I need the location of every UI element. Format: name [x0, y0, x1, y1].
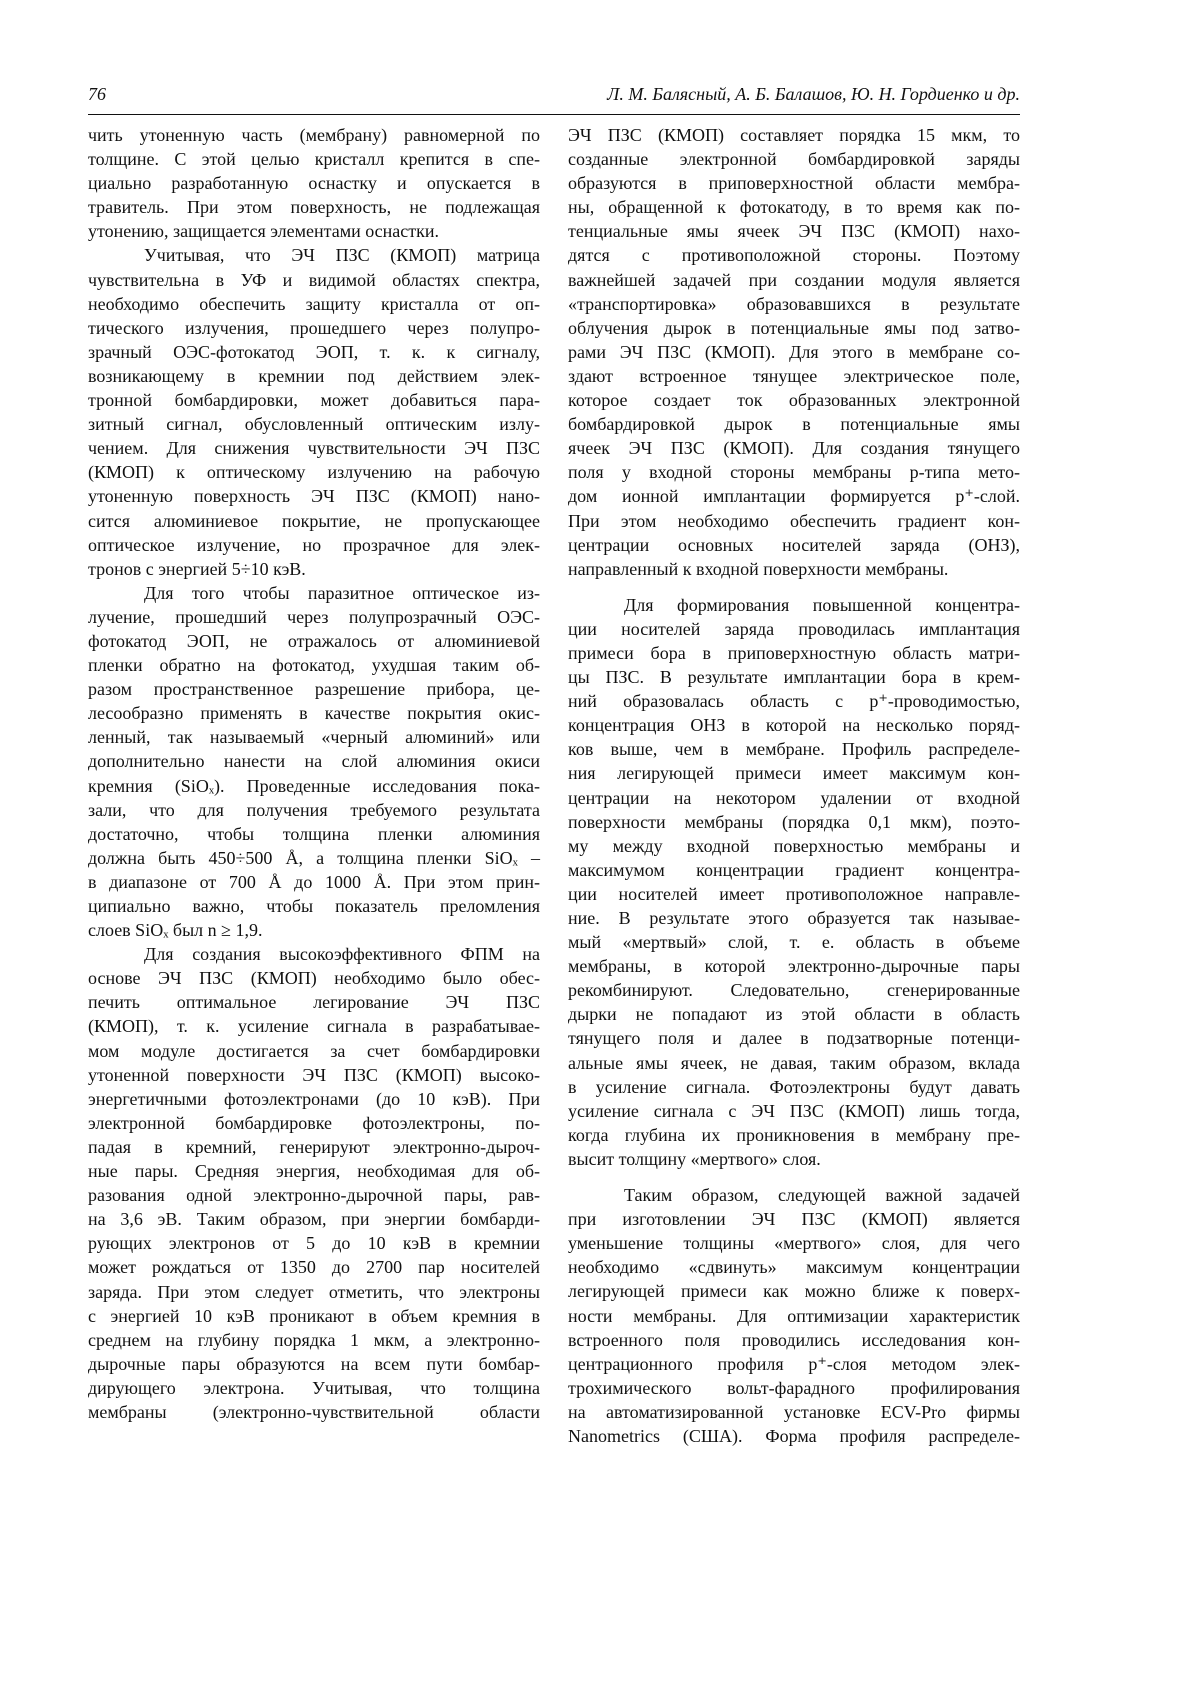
text-line: разования одной электронно-дырочной пары, рав- — [88, 1183, 540, 1207]
text-line: необходимо обеспечить защиту кристалла от оп- — [88, 292, 540, 316]
text-line: мый «мертвый» слой, т. е. область в объеме — [568, 930, 1020, 954]
text-line: дом ионной имплантации формируется p⁺-слой. — [568, 484, 1020, 508]
text-line: ний образовалась область с p⁺-проводимостью, — [568, 689, 1020, 713]
text-line: рами ЭЧ ПЗС (КМОП). Для этого в мембране со- — [568, 340, 1020, 364]
text-line: циально разработанную оснастку и опускается в — [88, 171, 540, 195]
text-line: на автоматизированной установке ECV-Pro фирмы — [568, 1400, 1020, 1424]
text-line: примеси бора в приповерхностную область матри- — [568, 641, 1020, 665]
text-line: ния легирующей примеси имеет максимум кон- — [568, 761, 1020, 785]
text-line: высит толщину «мертвого» слоя. — [568, 1147, 1020, 1171]
text-line: ЭЧ ПЗС (КМОП) составляет порядка 15 мкм, то — [568, 123, 1020, 147]
text-line: максимумом концентрации градиент концентра- — [568, 858, 1020, 882]
text-line: дятся с противоположной стороны. Поэтому — [568, 243, 1020, 267]
text-line: центрации основных носителей заряда (ОНЗ), — [568, 533, 1020, 557]
text-line: концентрация ОНЗ в которой на несколько поряд- — [568, 713, 1020, 737]
text-line: тического излучения, прошедшего через полупро- — [88, 316, 540, 340]
text-line: центрационного профиля p⁺-слоя методом элек- — [568, 1352, 1020, 1376]
text-line: ленный, так называемый «черный алюминий» или — [88, 725, 540, 749]
text-line: ципиально важно, чтобы показатель преломления — [88, 894, 540, 918]
text-line: зитный сигнал, обусловленный оптическим излу- — [88, 412, 540, 436]
text-line: в усиление сигнала. Фотоэлектроны будут давать — [568, 1075, 1020, 1099]
text-line: (КМОП) к оптическому излучению на рабочую — [88, 460, 540, 484]
header-rule — [88, 114, 1020, 115]
text-line: печить оптимальное легирование ЭЧ ПЗС — [88, 990, 540, 1014]
text-line: центрации на некотором удалении от входной — [568, 786, 1020, 810]
text-line: дирующего электрона. Учитывая, что толщина — [88, 1376, 540, 1400]
text-line: лесообразно применять в качестве покрытия окис- — [88, 701, 540, 725]
text-line: облучения дырок в потенциальные ямы под затво- — [568, 316, 1020, 340]
page-number: 76 — [88, 84, 106, 105]
text-line: тенциальные ямы ячеек ЭЧ ПЗС (КМОП) нахо- — [568, 219, 1020, 243]
paragraph — [568, 593, 1020, 1171]
text-line: ние. В результате этого образуется так называе- — [568, 906, 1020, 930]
text-line: необходимо «сдвинуть» максимум концентрации — [568, 1255, 1020, 1279]
text-line: толщине. С этой целью кристалл крепится в спе- — [88, 147, 540, 171]
text-line: должна быть 450÷500 Å, а толщина пленки SiOₓ – — [88, 846, 540, 870]
text-line: с энергией 10 кэВ проникают в объем кремния в — [88, 1304, 540, 1328]
paragraph — [568, 123, 1020, 581]
text-line: легирующей примеси как можно ближе к поверх- — [568, 1279, 1020, 1303]
text-line: Для формирования повышенной концентра- — [568, 593, 1020, 617]
text-column-left — [88, 123, 540, 1424]
text-line: встроенного поля проводились исследования кон- — [568, 1328, 1020, 1352]
text-line: достаточно, чтобы толщина пленки алюминия — [88, 822, 540, 846]
text-line: травитель. При этом поверхность, не подлежащая — [88, 195, 540, 219]
text-line: альные ямы ячеек, не давая, таким образом, вклада — [568, 1051, 1020, 1075]
paragraph — [568, 1183, 1020, 1448]
text-line: зрачный ОЭС-фотокатод ЭОП, т. к. к сигналу, — [88, 340, 540, 364]
text-line: усиление сигнала с ЭЧ ПЗС (КМОП) лишь тогда, — [568, 1099, 1020, 1123]
text-line: слоев SiOₓ был n ≥ 1,9. — [88, 918, 540, 942]
text-line: (КМОП), т. к. усиление сигнала в разрабатывае- — [88, 1014, 540, 1038]
text-line: дырки не попадают из этой области в область — [568, 1002, 1020, 1026]
text-line: электронной бомбардировке фотоэлектроны, по- — [88, 1111, 540, 1135]
text-line: ячеек ЭЧ ПЗС (КМОП). Для создания тянущего — [568, 436, 1020, 460]
text-line: При этом необходимо обеспечить градиент кон- — [568, 509, 1020, 533]
paragraph — [88, 942, 540, 1424]
text-line: мембраны, в которой электронно-дырочные пары — [568, 954, 1020, 978]
text-line: пленки обратно на фотокатод, ухудшая таким об- — [88, 653, 540, 677]
text-line: му между входной поверхностью мембраны и — [568, 834, 1020, 858]
paragraph — [88, 243, 540, 580]
text-line: Для создания высокоэффективного ФПМ на — [88, 942, 540, 966]
text-line: при изготовлении ЭЧ ПЗС (КМОП) является — [568, 1207, 1020, 1231]
text-line: здают встроенное тянущее электрическое поле, — [568, 364, 1020, 388]
text-line: утоненной поверхности ЭЧ ПЗС (КМОП) высоко- — [88, 1063, 540, 1087]
text-line: разом пространственное разрешение прибора, це- — [88, 677, 540, 701]
text-line: заряда. При этом следует отметить, что электроны — [88, 1280, 540, 1304]
text-line: ции носителей имеет противоположное направле- — [568, 882, 1020, 906]
text-line: Nanometrics (США). Форма профиля распределе- — [568, 1424, 1020, 1448]
text-line: цы ПЗС. В результате имплантации бора в крем- — [568, 665, 1020, 689]
text-line: чить утоненную часть (мембрану) равномерной по — [88, 123, 540, 147]
text-line: трохимического вольт-фарадного профилирования — [568, 1376, 1020, 1400]
paragraph — [88, 581, 540, 942]
text-line: бомбардировкой дырок в потенциальные ямы — [568, 412, 1020, 436]
text-line: мембраны (электронно-чувствительной области — [88, 1400, 540, 1424]
text-line: мом модуле достигается за счет бомбардировки — [88, 1039, 540, 1063]
text-line: дополнительно нанести на слой алюминия окиси — [88, 749, 540, 773]
text-line: основе ЭЧ ПЗС (КМОП) необходимо было обес- — [88, 966, 540, 990]
text-line: оптическое излучение, но прозрачное для элек- — [88, 533, 540, 557]
text-line: ные пары. Средняя энергия, необходимая для об- — [88, 1159, 540, 1183]
text-line: сится алюминиевое покрытие, не пропускающее — [88, 509, 540, 533]
text-column-right — [568, 123, 1020, 1448]
text-line: Учитывая, что ЭЧ ПЗС (КМОП) матрица — [88, 243, 540, 267]
text-line: тронов с энергией 5÷10 кэВ. — [88, 557, 540, 581]
text-line: зали, что для получения требуемого результата — [88, 798, 540, 822]
text-line: в диапазоне от 700 Å до 1000 Å. При этом прин- — [88, 870, 540, 894]
text-line: ны, обращенной к фотокатоду, в то время как по- — [568, 195, 1020, 219]
text-line: среднем на глубину порядка 1 мкм, а электронно- — [88, 1328, 540, 1352]
text-line: ции носителей заряда проводилась имплантация — [568, 617, 1020, 641]
text-line: утонению, защищается элементами оснастки. — [88, 219, 540, 243]
text-line: утоненную поверхность ЭЧ ПЗС (КМОП) нано- — [88, 484, 540, 508]
text-line: когда глубина их проникновения в мембрану пре- — [568, 1123, 1020, 1147]
text-line: падая в кремний, генерируют электронно-дыроч- — [88, 1135, 540, 1159]
text-line: рующих электронов от 5 до 10 кэВ в кремнии — [88, 1231, 540, 1255]
text-line: кремния (SiOₓ). Проведенные исследования пока- — [88, 774, 540, 798]
text-line: поля у входной стороны мембраны p-типа мето- — [568, 460, 1020, 484]
text-line: ков выше, чем в мембране. Профиль распределе- — [568, 737, 1020, 761]
text-line: тянущего поля и далее в подзатворные потенци- — [568, 1026, 1020, 1050]
text-line: Таким образом, следующей важной задачей — [568, 1183, 1020, 1207]
text-line: поверхности мембраны (порядка 0,1 мкм), поэто- — [568, 810, 1020, 834]
paragraph — [88, 123, 540, 243]
text-line: чувствительна в УФ и видимой областях спектра, — [88, 268, 540, 292]
text-line: может рождаться от 1350 до 2700 пар носителей — [88, 1255, 540, 1279]
text-line: созданные электронной бомбардировкой заряды — [568, 147, 1020, 171]
text-line: направленный к входной поверхности мембраны. — [568, 557, 1020, 581]
text-line: важнейшей задачей при создании модуля является — [568, 268, 1020, 292]
text-line: чением. Для снижения чувствительности ЭЧ ПЗС — [88, 436, 540, 460]
text-line: которое создает ток образованных электронной — [568, 388, 1020, 412]
text-line: на 3,6 эВ. Таким образом, при энергии бомбарди- — [88, 1207, 540, 1231]
text-line: образуются в приповерхностной области мембра- — [568, 171, 1020, 195]
text-line: уменьшение толщины «мертвого» слоя, для чего — [568, 1231, 1020, 1255]
text-line: Для того чтобы паразитное оптическое из- — [88, 581, 540, 605]
text-line: тронной бомбардировки, может добавиться пара- — [88, 388, 540, 412]
text-line: фотокатод ЭОП, не отражалось от алюминиевой — [88, 629, 540, 653]
text-line: энергетичными фотоэлектронами (до 10 кэВ). При — [88, 1087, 540, 1111]
text-line: возникающему в кремнии под действием элек- — [88, 364, 540, 388]
text-line: дырочные пары образуются на всем пути бомбар- — [88, 1352, 540, 1376]
text-line: лучение, прошедший через полупрозрачный ОЭС- — [88, 605, 540, 629]
text-line: ности мембраны. Для оптимизации характеристик — [568, 1304, 1020, 1328]
text-line: рекомбинируют. Следовательно, сгенерированные — [568, 978, 1020, 1002]
running-head-authors: Л. М. Балясный, А. Б. Балашов, Ю. Н. Гордиенко и др. — [607, 84, 1020, 105]
text-line: «транспортировка» образовавшихся в результате — [568, 292, 1020, 316]
